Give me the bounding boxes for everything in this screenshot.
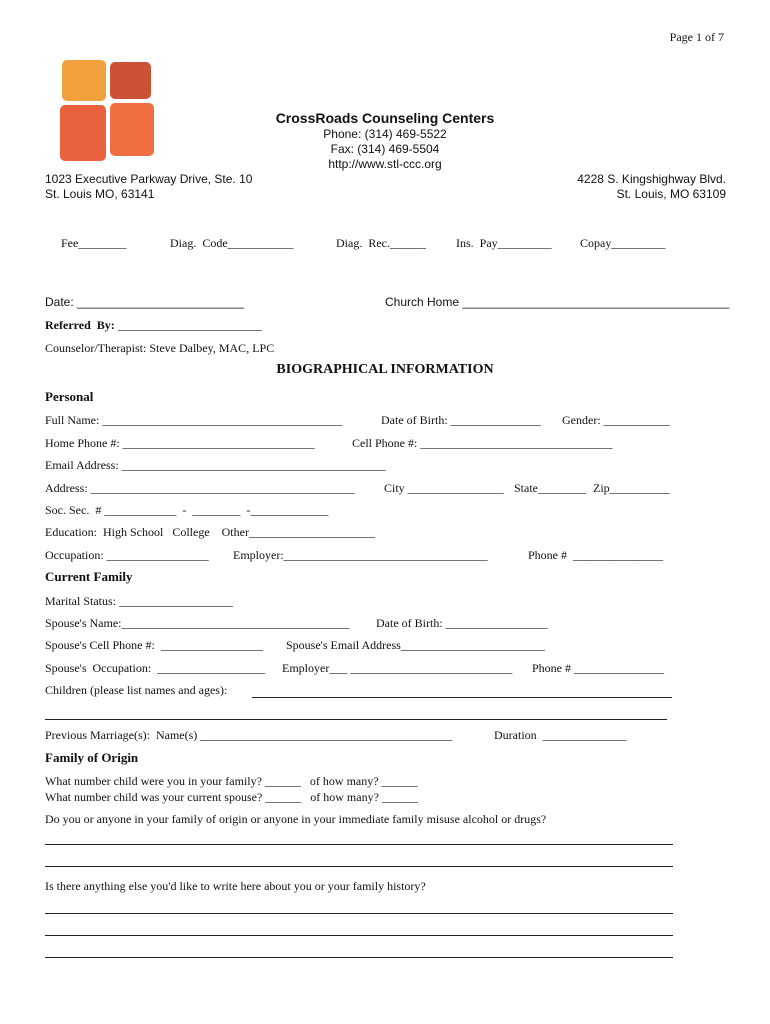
employer-field[interactable]: Employer:__________________________________ (233, 548, 488, 562)
address-left-line1: 1023 Executive Parkway Drive, Ste. 10 (45, 172, 253, 186)
org-name: CrossRoads Counseling Centers (275, 110, 495, 126)
city-field[interactable]: City ________________ (384, 481, 504, 495)
birth-order-question[interactable]: What number child were you in your family? ______ of how many? ______ (45, 774, 418, 788)
counselor-text: Counselor/Therapist: Steve Dalbey, MAC, LPC (45, 341, 275, 355)
history-answer-line-1[interactable] (45, 913, 673, 914)
spouse-birth-order-question[interactable]: What number child was your current spouse? ______ of how many? ______ (45, 790, 418, 804)
address-right-line1: 4228 S. Kingshighway Blvd. (577, 172, 726, 186)
spouse-occupation-field[interactable]: Spouse's Occupation: __________________ (45, 661, 266, 675)
history-answer-line-2[interactable] (45, 935, 673, 936)
email-field[interactable]: Email Address: ____________________________________________ (45, 458, 386, 472)
org-fax: Fax: (314) 469-5504 (330, 142, 440, 156)
date-field[interactable]: Date: _________________________ (45, 295, 244, 309)
dob-field[interactable]: Date of Birth: _______________ (381, 413, 541, 427)
full-name-field[interactable]: Full Name: ________________________________________ (45, 413, 343, 427)
phone-field[interactable]: Phone # _______________ (528, 548, 663, 562)
address-field[interactable]: Address: ____________________________________________ (45, 481, 355, 495)
substance-answer-line-1[interactable] (45, 844, 673, 845)
children-label: Children (please list names and ages): (45, 683, 228, 697)
personal-heading: Personal (45, 389, 94, 404)
logo-square-top-right (110, 62, 151, 99)
cell-phone-field[interactable]: Cell Phone #: ________________________________ (352, 436, 613, 450)
diag-rec-field[interactable]: Diag. Rec.______ (336, 236, 426, 250)
spouse-email-field[interactable]: Spouse's Email Address________________________ (286, 638, 545, 652)
referred-by-field[interactable] (45, 318, 262, 333)
copay-field[interactable]: Copay_________ (580, 236, 666, 250)
previous-marriages-field[interactable]: Previous Marriage(s): Name(s) __________________________________________ (45, 728, 453, 742)
diag-code-field[interactable]: Diag. Code___________ (170, 236, 294, 250)
zip-field[interactable]: Zip__________ (593, 481, 670, 495)
history-answer-line-3[interactable] (45, 957, 673, 958)
spouse-employer-field[interactable]: Employer___ ___________________________ (282, 661, 513, 675)
substance-answer-line-2[interactable] (45, 866, 673, 867)
org-phone: Phone: (314) 469-5522 (323, 127, 447, 141)
page-number: Page 1 of 7 (669, 30, 724, 44)
substance-question: Do you or anyone in your family of origin or anyone in your immediate family misuse alcohol or drugs? (45, 812, 547, 826)
ins-pay-field[interactable]: Ins. Pay_________ (456, 236, 552, 250)
spouse-dob-field[interactable]: Date of Birth: _________________ (376, 616, 548, 630)
spouse-cell-field[interactable]: Spouse's Cell Phone #: _________________ (45, 638, 263, 652)
current-family-heading: Current Family (45, 569, 133, 584)
family-of-origin-heading: Family of Origin (45, 750, 139, 765)
spouse-phone-field[interactable]: Phone # _______________ (532, 661, 664, 675)
church-home-field[interactable]: Church Home ________________________________________ (385, 295, 730, 309)
referred-by-line: ________________________ (114, 318, 262, 332)
ssn-field[interactable]: Soc. Sec. # ____________ - ________ -_____________ (45, 503, 329, 517)
marital-status-field[interactable]: Marital Status: ___________________ (45, 594, 233, 608)
state-field[interactable]: State________ (514, 481, 586, 495)
fee-field[interactable]: Fee________ (61, 236, 127, 250)
duration-field[interactable]: Duration ______________ (494, 728, 627, 742)
occupation-field[interactable]: Occupation: _________________ (45, 548, 209, 562)
education-field[interactable]: Education: High School College Other_____________________ (45, 525, 375, 539)
section-title: BIOGRAPHICAL INFORMATION (276, 362, 494, 377)
home-phone-field[interactable]: Home Phone #: ________________________________ (45, 436, 315, 450)
logo-square-top-left (62, 60, 106, 101)
children-line-2[interactable] (45, 719, 667, 720)
family-history-question: Is there anything else you'd like to write here about you or your family history? (45, 879, 426, 893)
gender-field[interactable]: Gender: ___________ (562, 413, 670, 427)
address-right-line2: St. Louis, MO 63109 (616, 187, 726, 201)
org-url: http://www.stl-ccc.org (328, 157, 442, 171)
address-left-line2: St. Louis MO, 63141 (45, 187, 155, 201)
referred-by-label: Referred By: (45, 318, 115, 332)
children-line-1[interactable] (252, 697, 672, 698)
spouse-name-field[interactable]: Spouse's Name:______________________________________ (45, 616, 350, 630)
